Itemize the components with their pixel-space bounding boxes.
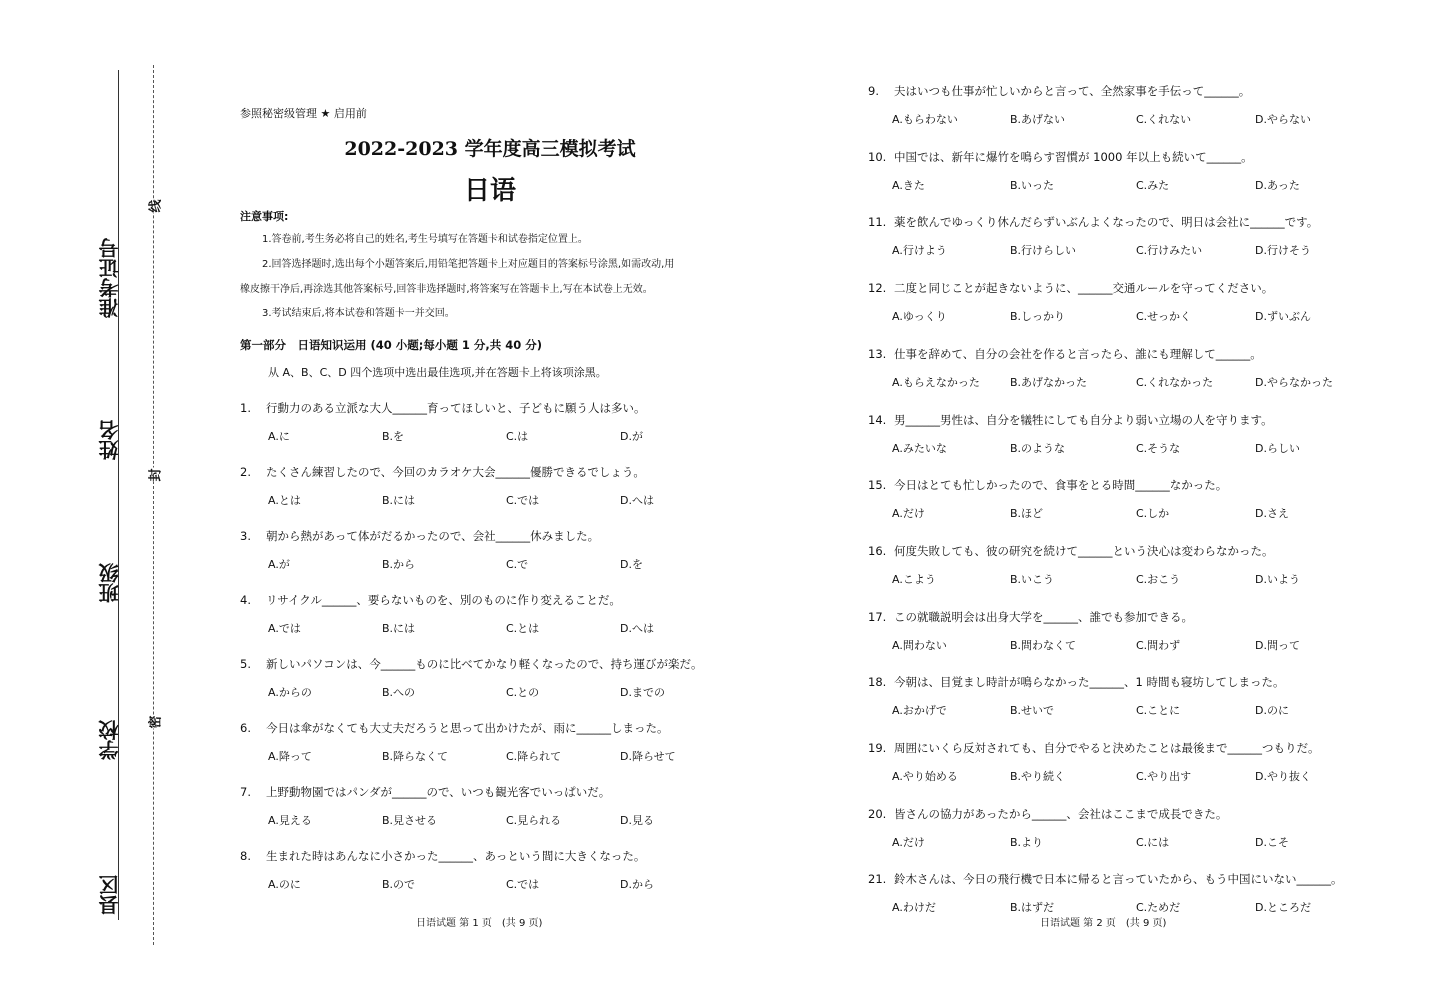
answer-option: B.降らなくて — [382, 750, 449, 763]
page-footer: 日语试题 第 1 页 (共 9 页) — [416, 918, 543, 929]
question-number: 12. — [868, 281, 887, 296]
answer-option: D.やらない — [1255, 113, 1311, 126]
answer-option: B.しっかり — [1010, 310, 1066, 324]
answer-option: B.あげなかった — [1010, 375, 1088, 389]
answer-option: D.ずいぶん — [1255, 310, 1311, 324]
answer-option: A.のに — [268, 878, 301, 891]
answer-option: A.からの — [268, 686, 312, 699]
question-text: 皆さんの協力があったから______、会社はここまで成長できた。 — [894, 806, 1228, 821]
answer-option: C.には — [1136, 835, 1170, 849]
answer-option: B.のような — [1010, 441, 1066, 455]
question-stem — [868, 674, 1284, 690]
question-stem — [868, 806, 1227, 822]
answer-option: B.への — [382, 686, 416, 699]
question-number: 7. — [240, 785, 251, 799]
answer-option: D.のに — [1255, 704, 1289, 718]
answer-option: B.あげない — [1010, 113, 1066, 126]
school-label: 学校 — [98, 720, 122, 760]
answer-option: B.いこう — [1010, 572, 1055, 586]
answer-option: A.問わない — [892, 638, 947, 652]
question-stem — [240, 464, 645, 480]
answer-option: D.行けそう — [1255, 244, 1311, 258]
answer-option: C.で — [506, 558, 529, 571]
question-stem — [868, 871, 1343, 887]
answer-option: C.問わず — [1136, 638, 1181, 652]
question-stem — [868, 149, 1253, 165]
question-number: 10. — [868, 149, 887, 164]
question-text: 男______男性は、自分を犠牲にしても自分より弱い立場の人を守ります。 — [894, 412, 1273, 427]
answer-option: C.くれなかった — [1136, 375, 1214, 389]
question-stem — [240, 784, 610, 800]
question-text: 行動力のある立派な大人______育ってほしいと、子どもに願う人は多い。 — [266, 401, 646, 415]
question-number: 14. — [868, 412, 887, 427]
answer-option: B.行けらしい — [1010, 244, 1077, 258]
answer-option: C.ことに — [1136, 704, 1181, 718]
question-text: 何度失敗しても、彼の研究を続けて______という決心は変わらなかった。 — [894, 543, 1274, 558]
answer-option: A.もらわない — [892, 113, 958, 126]
question-number: 1. — [240, 401, 251, 415]
question-number: 5. — [240, 657, 251, 671]
answer-option: C.降られて — [506, 750, 562, 763]
question-text: 周囲にいくら反対されても、自分でやると決めたことは最後まで______つもりだ。 — [894, 741, 1320, 755]
question-text: 二度と同じことが起きないように、______交通ルールを守ってください。 — [894, 281, 1274, 296]
answer-option: B.には — [382, 494, 416, 507]
question-number: 9. — [868, 84, 879, 98]
answer-option: B.見させる — [382, 814, 438, 827]
question-stem — [868, 543, 1274, 559]
answer-option: B.を — [382, 430, 405, 443]
question-text: リサイクル______、要らないものを、別のものに作り変えることだ。 — [266, 593, 621, 607]
question-stem — [868, 609, 1193, 625]
question-text: 朝から熱があって体がだるかったので、会社______休みました。 — [266, 529, 600, 543]
notice-item: 1.答卷前,考生务必将自己的姓名,考生号填写在答题卡和试卷指定位置上。 — [262, 234, 588, 245]
answer-option: D.を — [620, 558, 643, 571]
question-number: 11. — [868, 215, 887, 230]
question-text: 生まれた時はあんなに小さかった______、あっという間に大きくなった。 — [266, 849, 646, 863]
question-number: 13. — [868, 346, 887, 361]
answer-option: A.みたいな — [892, 441, 947, 455]
answer-option: A.わけだ — [892, 901, 936, 915]
answer-option: D.あった — [1255, 178, 1300, 192]
answer-option: A.に — [268, 430, 290, 443]
answer-option: C.では — [506, 878, 540, 891]
question-text: たくさん練習したので、今回のカラオケ大会______優勝できるでしょう。 — [266, 465, 645, 479]
question-stem — [240, 400, 646, 416]
answer-option: A.だけ — [892, 835, 925, 849]
county-label: 县区 — [98, 875, 122, 915]
question-number: 18. — [868, 675, 887, 690]
question-stem — [868, 477, 1227, 493]
answer-option: D.やらなかった — [1255, 375, 1333, 389]
answer-option: B.せいで — [1010, 704, 1055, 718]
notice-item: 橡皮擦干净后,再涂选其他答案标号,回答非选择题时,将答案写在答题卡上,写在本试卷上无效。 — [240, 284, 653, 295]
answer-option: D.ところだ — [1255, 901, 1311, 915]
question-number: 8. — [240, 849, 251, 863]
answer-option: A.ゆっくり — [892, 310, 947, 324]
question-number: 20. — [868, 806, 887, 821]
question-text: 夫はいつも仕事が忙しいからと言って、全然家事を手伝って______。 — [894, 84, 1251, 98]
answer-option: C.くれない — [1136, 113, 1192, 126]
answer-option: C.とは — [506, 622, 540, 635]
answer-option: A.降って — [268, 750, 312, 763]
answer-option: A.おかげで — [892, 704, 947, 718]
question-text: 今朝は、目覚まし時計が鳴らなかった______、1 時間も寝坊してしまった。 — [894, 675, 1285, 690]
answer-option: A.見える — [268, 814, 312, 827]
answer-option: A.とは — [268, 494, 301, 507]
answer-option: B.やり続く — [1010, 770, 1066, 783]
question-stem — [240, 592, 621, 608]
question-number: 21. — [868, 872, 887, 887]
answer-option: C.おこう — [1136, 572, 1181, 586]
question-text: 新しいパソコンは、今______ものに比べてかなり軽くなったので、持ち運びが楽だ。 — [266, 657, 703, 671]
question-text: 上野動物園ではパンダが______ので、いつも観光客でいっぱいだ。 — [266, 785, 611, 799]
answer-option: A.こよう — [892, 572, 936, 586]
answer-option: D.までの — [620, 686, 665, 699]
question-number: 16. — [868, 543, 887, 558]
answer-option: B.ほど — [1010, 507, 1044, 521]
question-text: 今日は傘がなくても大丈夫だろうと思って出かけたが、雨に______しまった。 — [266, 721, 669, 735]
question-stem — [868, 346, 1262, 362]
question-number: 6. — [240, 721, 251, 735]
section-instruction: 从 A、B、C、D 四个选项中选出最佳选项,并在答题卡上将该项涂黑。 — [268, 366, 607, 379]
question-text: 中国では、新年に爆竹を鳴らす習慣が 1000 年以上も続いて______。 — [894, 149, 1253, 164]
question-stem — [868, 280, 1273, 296]
question-stem — [868, 740, 1320, 756]
question-stem — [240, 720, 669, 736]
answer-option: D.が — [620, 430, 643, 443]
answer-option: C.せっかく — [1136, 310, 1191, 324]
question-number: 2. — [240, 465, 251, 479]
answer-option: B.いった — [1010, 178, 1055, 192]
answer-option: D.へは — [620, 494, 654, 507]
answer-option: D.やり抜く — [1255, 770, 1311, 783]
answer-option: A.やり始める — [892, 770, 958, 783]
answer-option: D.いよう — [1255, 572, 1300, 586]
answer-option: C.見られる — [506, 814, 562, 827]
confidentiality-note: 参照秘密级管理 ★ 启用前 — [240, 107, 367, 120]
answer-option: D.見る — [620, 814, 654, 827]
answer-option: C.ためだ — [1136, 901, 1181, 915]
question-stem — [240, 528, 599, 544]
question-stem — [240, 848, 645, 864]
question-stem — [868, 412, 1273, 428]
answer-option: D.問って — [1255, 638, 1300, 652]
question-number: 17. — [868, 609, 887, 624]
question-number: 4. — [240, 593, 251, 607]
seal-line-char: 线 — [145, 199, 164, 213]
exam-title: 2022-2023 学年度高三模拟考试 — [344, 138, 636, 160]
question-text: 鈴木さんは、今日の飛行機で日本に帰ると言っていたから、もう中国にいない______。 — [894, 872, 1343, 887]
answer-option: B.はずだ — [1010, 901, 1055, 915]
answer-option: A.が — [268, 558, 290, 571]
answer-option: D.へは — [620, 622, 654, 635]
answer-option: C.は — [506, 430, 529, 443]
answer-option: A.もらえなかった — [892, 375, 980, 389]
question-text: 今日はとても忙しかったので、食事をとる時間______なかった。 — [894, 478, 1228, 493]
answer-option: A.行けよう — [892, 244, 947, 258]
question-number: 19. — [868, 741, 887, 755]
exam-subject: 日语 — [463, 176, 516, 206]
answer-option: B.から — [382, 558, 416, 571]
answer-option: C.そうな — [1136, 441, 1181, 455]
class-label: 班级 — [98, 563, 122, 603]
question-text: 薬を飲んでゆっくり休んだらずいぶんよくなったので、明日は会社に______です。 — [894, 215, 1319, 230]
answer-option: C.しか — [1136, 507, 1170, 521]
binding-line — [118, 70, 119, 920]
seal-seal-char: 封 — [145, 468, 164, 482]
name-label: 姓名 — [98, 420, 122, 460]
answer-option: D.さえ — [1255, 507, 1289, 521]
question-stem — [868, 214, 1318, 230]
answer-option: C.行けみたい — [1136, 244, 1203, 258]
answer-option: B.ので — [382, 878, 416, 891]
question-stem — [868, 83, 1250, 99]
question-text: 仕事を辞めて、自分の会社を作ると言ったら、誰にも理解して______。 — [894, 346, 1262, 361]
seal-secret-char: 密 — [145, 715, 164, 729]
notice-item: 3.考试结束后,将本试卷和答题卡一并交回。 — [262, 308, 455, 319]
answer-option: A.だけ — [892, 507, 925, 521]
question-number: 3. — [240, 529, 251, 543]
answer-option: D.から — [620, 878, 654, 891]
question-text: この就職説明会は出身大学を______、誰でも参加できる。 — [894, 609, 1193, 624]
exam-number-label: 准考证号 — [98, 238, 122, 318]
answer-option: C.みた — [1136, 178, 1170, 192]
answer-option: A.では — [268, 622, 301, 635]
answer-option: B.には — [382, 622, 416, 635]
notice-item: 2.回答选择题时,选出每个小题答案后,用铅笔把答题卡上对应题目的答案标号涂黑,如需改动,用 — [262, 259, 675, 270]
answer-option: C.との — [506, 686, 540, 699]
section-heading: 第一部分 日语知识运用 (40 小题;每小题 1 分,共 40 分) — [240, 338, 543, 352]
cut-line — [153, 65, 154, 945]
question-number: 15. — [868, 478, 887, 493]
answer-option: C.やり出す — [1136, 770, 1192, 783]
answer-option: D.らしい — [1255, 441, 1300, 455]
answer-option: D.こそ — [1255, 835, 1289, 849]
answer-option: B.問わなくて — [1010, 638, 1077, 652]
page-footer: 日语试题 第 2 页 (共 9 页) — [1040, 918, 1167, 929]
answer-option: A.きた — [892, 178, 925, 192]
question-stem — [240, 656, 703, 672]
notice-heading: 注意事项: — [240, 210, 289, 223]
answer-option: B.より — [1010, 835, 1044, 849]
answer-option: C.では — [506, 494, 540, 507]
answer-option: D.降らせて — [620, 750, 676, 763]
